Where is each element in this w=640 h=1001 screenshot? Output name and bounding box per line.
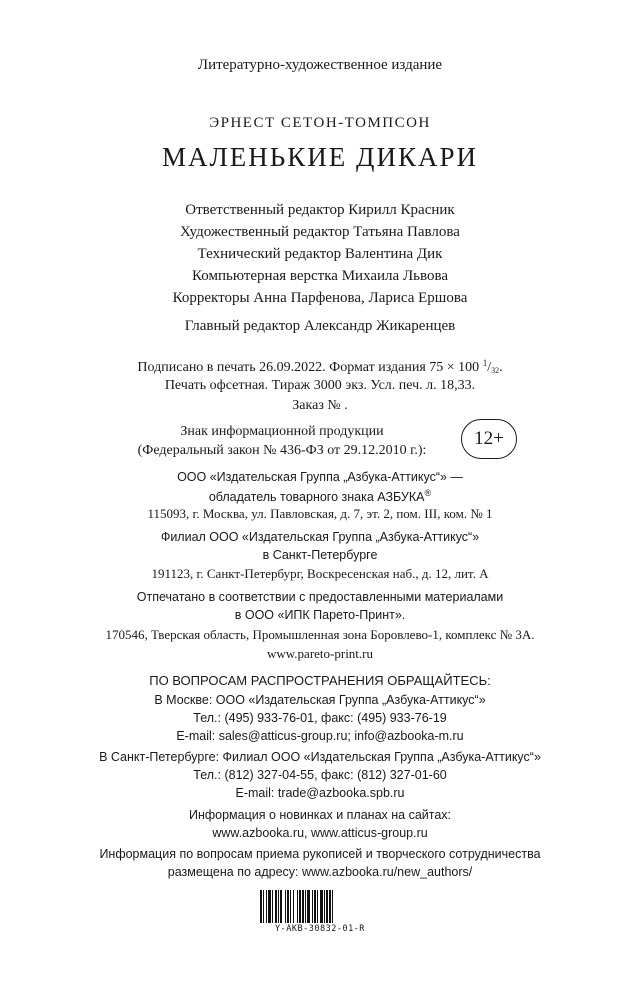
manuscripts-info-2: размещена по адресу: www.azbooka.ru/new_authors/ bbox=[167, 865, 473, 879]
printer-line-1: Отпечатано в соответствии с предоставленными материалами bbox=[136, 590, 504, 604]
barcode-bar bbox=[280, 890, 282, 923]
format-fraction-numerator: 1 bbox=[482, 358, 488, 368]
barcode-bar bbox=[312, 890, 313, 923]
distribution-moscow-1: В Москве: ООО «Издательская Группа „Азбука-Аттикус“» bbox=[154, 693, 486, 707]
credit-technical-editor: Технический редактор Валентина Дик bbox=[197, 246, 443, 262]
publisher-line-2 bbox=[0, 488, 640, 504]
printer-line-2: в ООО «ИПК Парето-Принт». bbox=[234, 608, 406, 622]
manuscripts-info-1: Информация по вопросам приема рукописей и творческого сотрудничества bbox=[99, 847, 541, 861]
print-info-main: Подписано в печать 26.09.2022. Формат издания 75 × 100 bbox=[137, 360, 480, 375]
print-info-order: Заказ № . bbox=[292, 398, 348, 413]
distribution-spb-3: E-mail: trade@azbooka.spb.ru bbox=[235, 786, 405, 800]
barcode-bar bbox=[278, 890, 279, 923]
print-info-line-2: Печать офсетная. Тираж 3000 экз. Усл. печ. л. 18,33. bbox=[164, 378, 476, 393]
barcode-bar bbox=[314, 890, 316, 923]
format-fraction-denominator: 32 bbox=[491, 366, 500, 375]
age-rating-label-2: (Федеральный закон № 436-ФЗ от 29.12.2010 г.): bbox=[137, 443, 427, 458]
credit-executive-editor: Ответственный редактор Кирилл Красник bbox=[185, 202, 455, 218]
barcode-bar bbox=[297, 890, 298, 923]
barcode-bar bbox=[305, 890, 306, 923]
barcode-bar bbox=[299, 890, 301, 923]
book-author: ЭРНЕСТ СЕТОН-ТОМПСОН bbox=[209, 115, 431, 131]
age-rating-label-1: Знак информационной продукции bbox=[180, 424, 384, 439]
barcode-bar bbox=[332, 890, 333, 923]
publisher-address: 115093, г. Москва, ул. Павловская, д. 7, эт. 2, пом. III, ком. № 1 bbox=[147, 506, 493, 521]
barcode-bar bbox=[268, 890, 271, 923]
distribution-heading: ПО ВОПРОСАМ РАСПРОСТРАНЕНИЯ ОБРАЩАЙТЕСЬ: bbox=[149, 673, 491, 688]
age-rating-badge: 12+ bbox=[461, 419, 517, 459]
print-info-line-1: Подписано в печать 26.09.2022. Формат издания 75 × 100 $^1$/32. bbox=[137, 358, 503, 375]
barcode-bar bbox=[320, 890, 323, 923]
publisher-trademark: обладатель товарного знака АЗБУКА bbox=[208, 490, 425, 505]
credit-art-editor: Художественный редактор Татьяна Павлова bbox=[180, 224, 460, 240]
barcode-bar bbox=[266, 890, 267, 923]
barcode-bar bbox=[326, 890, 328, 923]
barcode-bar bbox=[263, 890, 264, 923]
branch-address: 191123, г. Санкт-Петербург, Воскресенская наб., д. 12, лит. А bbox=[151, 566, 489, 581]
book-title: МАЛЕНЬКИЕ ДИКАРИ bbox=[161, 142, 478, 172]
publisher-line-1: ООО «Издательская Группа „Азбука-Аттикус“» — bbox=[177, 470, 463, 484]
printer-website: www.pareto-print.ru bbox=[266, 646, 373, 661]
barcode-bar bbox=[307, 890, 310, 923]
barcode-bar bbox=[285, 890, 286, 923]
distribution-spb-2: Тел.: (812) 327-04-55, факс: (812) 327-01-60 bbox=[193, 768, 447, 782]
barcode-bar bbox=[287, 890, 289, 923]
barcode-bar bbox=[302, 890, 304, 923]
barcode-bar bbox=[272, 890, 273, 923]
barcode-bar bbox=[293, 890, 294, 923]
printer-address: 170546, Тверская область, Промышленная зона Боровлево-1, комплекс № 3А. bbox=[105, 627, 535, 642]
credit-proofreaders: Корректоры Анна Парфенова, Лариса Ершова bbox=[172, 290, 468, 306]
barcode-bar bbox=[329, 890, 331, 923]
distribution-spb-1: В Санкт-Петербурге: Филиал ООО «Издательская Группа „Азбука-Аттикус“» bbox=[99, 750, 541, 764]
barcode-bar bbox=[260, 890, 262, 923]
credit-chief-editor: Главный редактор Александр Жикаренцев bbox=[184, 318, 456, 334]
edition-type: Литературно-художественное издание bbox=[197, 57, 443, 73]
barcode-bar bbox=[290, 890, 291, 923]
barcode-bar bbox=[275, 890, 277, 923]
barcode-graphic bbox=[260, 890, 380, 923]
distribution-moscow-2: Тел.: (495) 933-76-01, факс: (495) 933-76-19 bbox=[193, 711, 447, 725]
new-books-info-1: Информация о новинках и планах на сайтах: bbox=[188, 808, 452, 822]
branch-line-1: Филиал ООО «Издательская Группа „Азбука-Аттикус“» bbox=[160, 530, 480, 544]
distribution-moscow-3: E-mail: sales@atticus-group.ru; info@azbooka-m.ru bbox=[176, 729, 464, 743]
barcode-code: Y-AKB-30832-01-R bbox=[275, 924, 365, 934]
new-books-info-2: www.azbooka.ru, www.atticus-group.ru bbox=[212, 826, 428, 840]
credit-layout: Компьютерная верстка Михаила Львова bbox=[191, 268, 448, 284]
print-info-end: . bbox=[499, 360, 503, 375]
barcode-bar bbox=[317, 890, 318, 923]
registered-mark: ® bbox=[424, 488, 432, 498]
branch-line-2: в Санкт-Петербурге bbox=[262, 548, 378, 562]
barcode-bar bbox=[324, 890, 325, 923]
